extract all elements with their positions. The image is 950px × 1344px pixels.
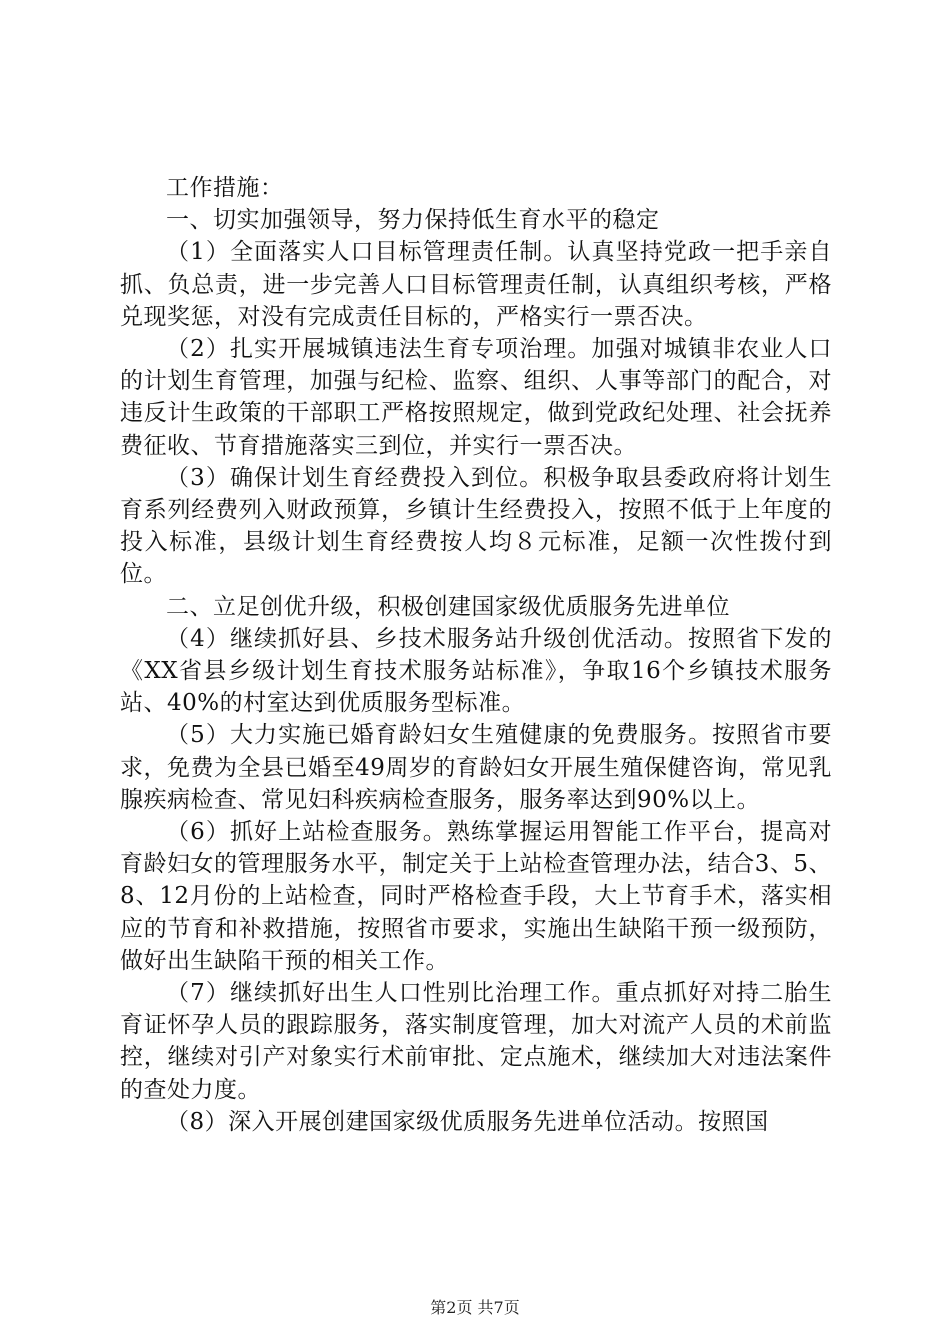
paragraph-7: （7）继续抓好出生人口性别比治理工作。重点抓好对持二胎生育证怀孕人员的跟踪服务，落实制度管理，加大对流产人员的术前监控，继续对引产对象实行术前审批、定点施术，继续加大对违法案件的查处力度。 xyxy=(120,980,832,1103)
paragraph-2: （2）扎实开展城镇违法生育专项治理。加强对城镇非农业人口的计划生育管理，加强与纪检、监察、组织、人事等部门的配合，对违反计生政策的干部职工严格按照规定，做到党政纪处理、社会抚养费征收、节育措施落实三到位，并实行一票否决。 xyxy=(120,336,832,459)
paragraph-5: （5）大力实施已婚育龄妇女生殖健康的免费服务。按照省市要求，免费为全县已婚至49周岁的育龄妇女开展生殖保健咨询，常见乳腺疾病检查、常见妇科疾病检查服务，服务率达到90%以上。 xyxy=(120,722,832,813)
heading-2: 二、立足创优升级，积极创建国家级优质服务先进单位 xyxy=(166,593,730,620)
paragraph-6: （6）抓好上站检查服务。熟练掌握运用智能工作平台，提高对育龄妇女的管理服务水平，制定关于上站检查管理办法，结合3、5、8、12月份的上站检查，同时严格检查手段，大上节育手术，落实相应的节育和补救措施，按照省市要求，实施出生缺陷干预一级预防，做好出生缺陷干预的相关工作。 xyxy=(120,819,832,974)
page-footer: 第2页 共7页 xyxy=(430,1298,520,1317)
document-body xyxy=(120,172,832,1138)
paragraph-3: （3）确保计划生育经费投入到位。积极争取县委政府将计划生育系列经费列入财政预算，乡镇计生经费投入，按照不低于上年度的投入标准，县级计划生育经费按人均８元标准，足额一次性拨付到位。 xyxy=(120,464,832,588)
heading-1: 一、切实加强领导，努力保持低生育水平的稳定 xyxy=(166,207,660,234)
paragraph-4: （4）继续抓好县、乡技术服务站升级创优活动。按照省下发的《XX省县乡级计划生育技术服务站标准》，争取16个乡镇技术服务站、40%的村室达到优质服务型标准。 xyxy=(120,625,832,717)
paragraph-1: （1）全面落实人口目标管理责任制。认真坚持党政一把手亲自抓、负总责，进一步完善人口目标管理责任制，认真组织考核，严格兑现奖惩，对没有完成责任目标的，严格实行一票否决。 xyxy=(120,239,832,330)
section-title: 工作措施： xyxy=(166,175,284,201)
paragraph-8: （8）深入开展创建国家级优质服务先进单位活动。按照国 xyxy=(166,1108,769,1135)
